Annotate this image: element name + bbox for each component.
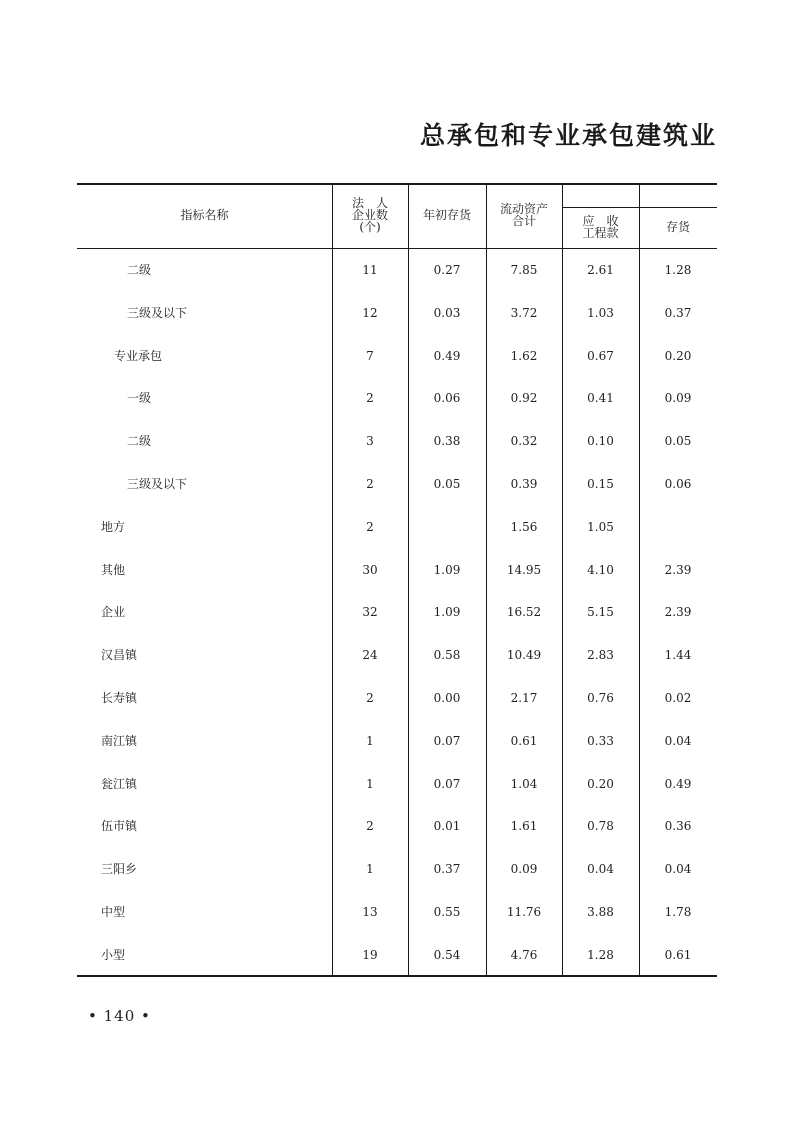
receivable-value: 2.61: [587, 263, 614, 277]
row-name: 中型: [101, 905, 126, 919]
row-name: 三级及以下: [127, 306, 188, 320]
receivable-value: 2.83: [587, 648, 614, 662]
firms-value: 2: [366, 520, 374, 534]
receivable-value: 1.03: [587, 306, 614, 320]
table-row: [77, 517, 717, 537]
inventory-value: 2.39: [664, 563, 692, 577]
receivable-value: 0.33: [587, 734, 614, 748]
firms-value: 1: [366, 777, 374, 791]
receivable-value: 0.20: [587, 777, 614, 791]
firms-value: 1: [366, 734, 374, 748]
header-inventory: 存货: [665, 220, 690, 234]
page-number: • 140 •: [88, 1007, 151, 1025]
row-name: 南江镇: [101, 734, 138, 748]
inventory-value: 0.20: [664, 349, 692, 363]
table-row: [77, 731, 717, 751]
inventory-begin-value: 1.09: [433, 563, 461, 577]
inventory-value: 0.06: [664, 477, 692, 491]
row-name: 汉昌镇: [101, 648, 138, 662]
table-row: [77, 388, 717, 408]
table-bottom-rule: [77, 975, 717, 977]
table-row: [77, 602, 717, 622]
inventory-value: 0.04: [664, 862, 692, 876]
row-name: 长寿镇: [101, 691, 138, 705]
current-assets-value: 0.09: [510, 862, 538, 876]
current-assets-value: 1.62: [510, 349, 538, 363]
current-assets-value: 3.72: [510, 306, 538, 320]
page-title: 总承包和专业承包建筑业: [419, 121, 717, 150]
row-name: 伍市镇: [101, 819, 138, 833]
current-assets-value: 1.61: [510, 819, 538, 833]
inventory-value: 2.39: [664, 605, 692, 619]
header-current-assets: 流动资产 合计: [499, 202, 548, 228]
inventory-value: 0.61: [664, 948, 692, 962]
table-row: [77, 902, 717, 922]
row-name: 二级: [127, 434, 152, 448]
receivable-value: 0.10: [587, 434, 614, 448]
current-assets-value: 2.17: [510, 691, 538, 705]
inventory-begin-value: 0.03: [433, 306, 461, 320]
inventory-begin-value: 0.49: [433, 349, 461, 363]
header-inventory-begin: 年初存货: [422, 208, 471, 222]
inventory-begin-value: 0.37: [433, 862, 461, 876]
row-name: 其他: [101, 563, 126, 577]
receivable-value: 5.15: [587, 605, 614, 619]
inventory-begin-value: 1.09: [433, 605, 461, 619]
header-name: 指标名称: [180, 208, 229, 222]
current-assets-value: 10.49: [506, 648, 542, 662]
receivable-value: 0.15: [587, 477, 614, 491]
inventory-value: 0.09: [664, 391, 692, 405]
inventory-begin-value: 0.58: [433, 648, 461, 662]
row-name: 地方: [101, 520, 126, 534]
receivable-value: 3.88: [587, 905, 614, 919]
inventory-value: 0.05: [664, 434, 692, 448]
current-assets-value: 0.39: [510, 477, 538, 491]
firms-value: 12: [362, 306, 378, 320]
firms-value: 2: [366, 819, 374, 833]
inventory-begin-value: 0.01: [433, 819, 461, 833]
current-assets-value: 16.52: [506, 605, 542, 619]
receivable-value: 4.10: [587, 563, 614, 577]
row-name: 三阳乡: [101, 862, 138, 876]
receivable-value: 0.67: [587, 349, 614, 363]
table-row: [77, 945, 717, 965]
inventory-value: 0.37: [664, 306, 692, 320]
firms-value: 2: [366, 477, 374, 491]
table-row: [77, 346, 717, 366]
header-sub-rule: [562, 207, 717, 208]
table-row: [77, 816, 717, 836]
table-row: [77, 260, 717, 280]
receivable-value: 1.05: [587, 520, 614, 534]
inventory-value: 0.49: [664, 777, 692, 791]
row-name: 一级: [127, 391, 152, 405]
receivable-value: 0.76: [587, 691, 614, 705]
current-assets-value: 7.85: [510, 263, 538, 277]
inventory-value: 1.28: [664, 263, 692, 277]
firms-value: 1: [366, 862, 374, 876]
firms-value: 19: [362, 948, 378, 962]
table-row: [77, 431, 717, 451]
header-bottom-rule: [77, 248, 717, 249]
inventory-value: 0.02: [664, 691, 692, 705]
inventory-begin-value: 0.06: [433, 391, 461, 405]
table-row: [77, 645, 717, 665]
firms-value: 2: [366, 391, 374, 405]
row-name: 专业承包: [114, 349, 163, 363]
firms-value: 32: [362, 605, 378, 619]
firms-value: 13: [362, 905, 378, 919]
row-name: 瓮江镇: [101, 777, 138, 791]
table-row: [77, 303, 717, 323]
inventory-begin-value: 0.55: [433, 905, 461, 919]
row-name: 企业: [101, 605, 126, 619]
inventory-begin-value: 0.07: [433, 734, 461, 748]
receivable-value: 0.41: [587, 391, 614, 405]
inventory-begin-value: 0.05: [433, 477, 461, 491]
firms-value: 3: [366, 434, 374, 448]
table-row: [77, 774, 717, 794]
table-row: [77, 859, 717, 879]
row-name: 二级: [127, 263, 152, 277]
table-top-rule: [77, 183, 717, 185]
header-receivable: 应 收 工程款: [582, 214, 619, 240]
firms-value: 2: [366, 691, 374, 705]
header-firms: 法 人 企业数 (个): [351, 196, 388, 234]
current-assets-value: 0.92: [510, 391, 538, 405]
inventory-begin-value: 0.38: [433, 434, 461, 448]
current-assets-value: 11.76: [506, 905, 542, 919]
row-name: 小型: [101, 948, 126, 962]
firms-value: 24: [362, 648, 378, 662]
inventory-begin-value: 0.54: [433, 948, 461, 962]
row-name: 三级及以下: [127, 477, 188, 491]
current-assets-value: 14.95: [506, 563, 542, 577]
table-row: [77, 474, 717, 494]
inventory-value: 0.36: [664, 819, 692, 833]
table-row: [77, 688, 717, 708]
inventory-begin-value: 0.07: [433, 777, 461, 791]
table-row: [77, 560, 717, 580]
current-assets-value: 0.32: [510, 434, 538, 448]
inventory-value: 1.44: [664, 648, 692, 662]
inventory-value: 1.78: [664, 905, 692, 919]
current-assets-value: 1.04: [510, 777, 538, 791]
inventory-value: 0.04: [664, 734, 692, 748]
inventory-begin-value: 0.27: [433, 263, 461, 277]
firms-value: 30: [362, 563, 378, 577]
firms-value: 11: [362, 263, 378, 277]
receivable-value: 0.04: [587, 862, 614, 876]
current-assets-value: 1.56: [510, 520, 538, 534]
current-assets-value: 0.61: [510, 734, 538, 748]
receivable-value: 0.78: [587, 819, 614, 833]
receivable-value: 1.28: [587, 948, 614, 962]
firms-value: 7: [366, 349, 374, 363]
inventory-begin-value: 0.00: [433, 691, 461, 705]
current-assets-value: 4.76: [510, 948, 538, 962]
